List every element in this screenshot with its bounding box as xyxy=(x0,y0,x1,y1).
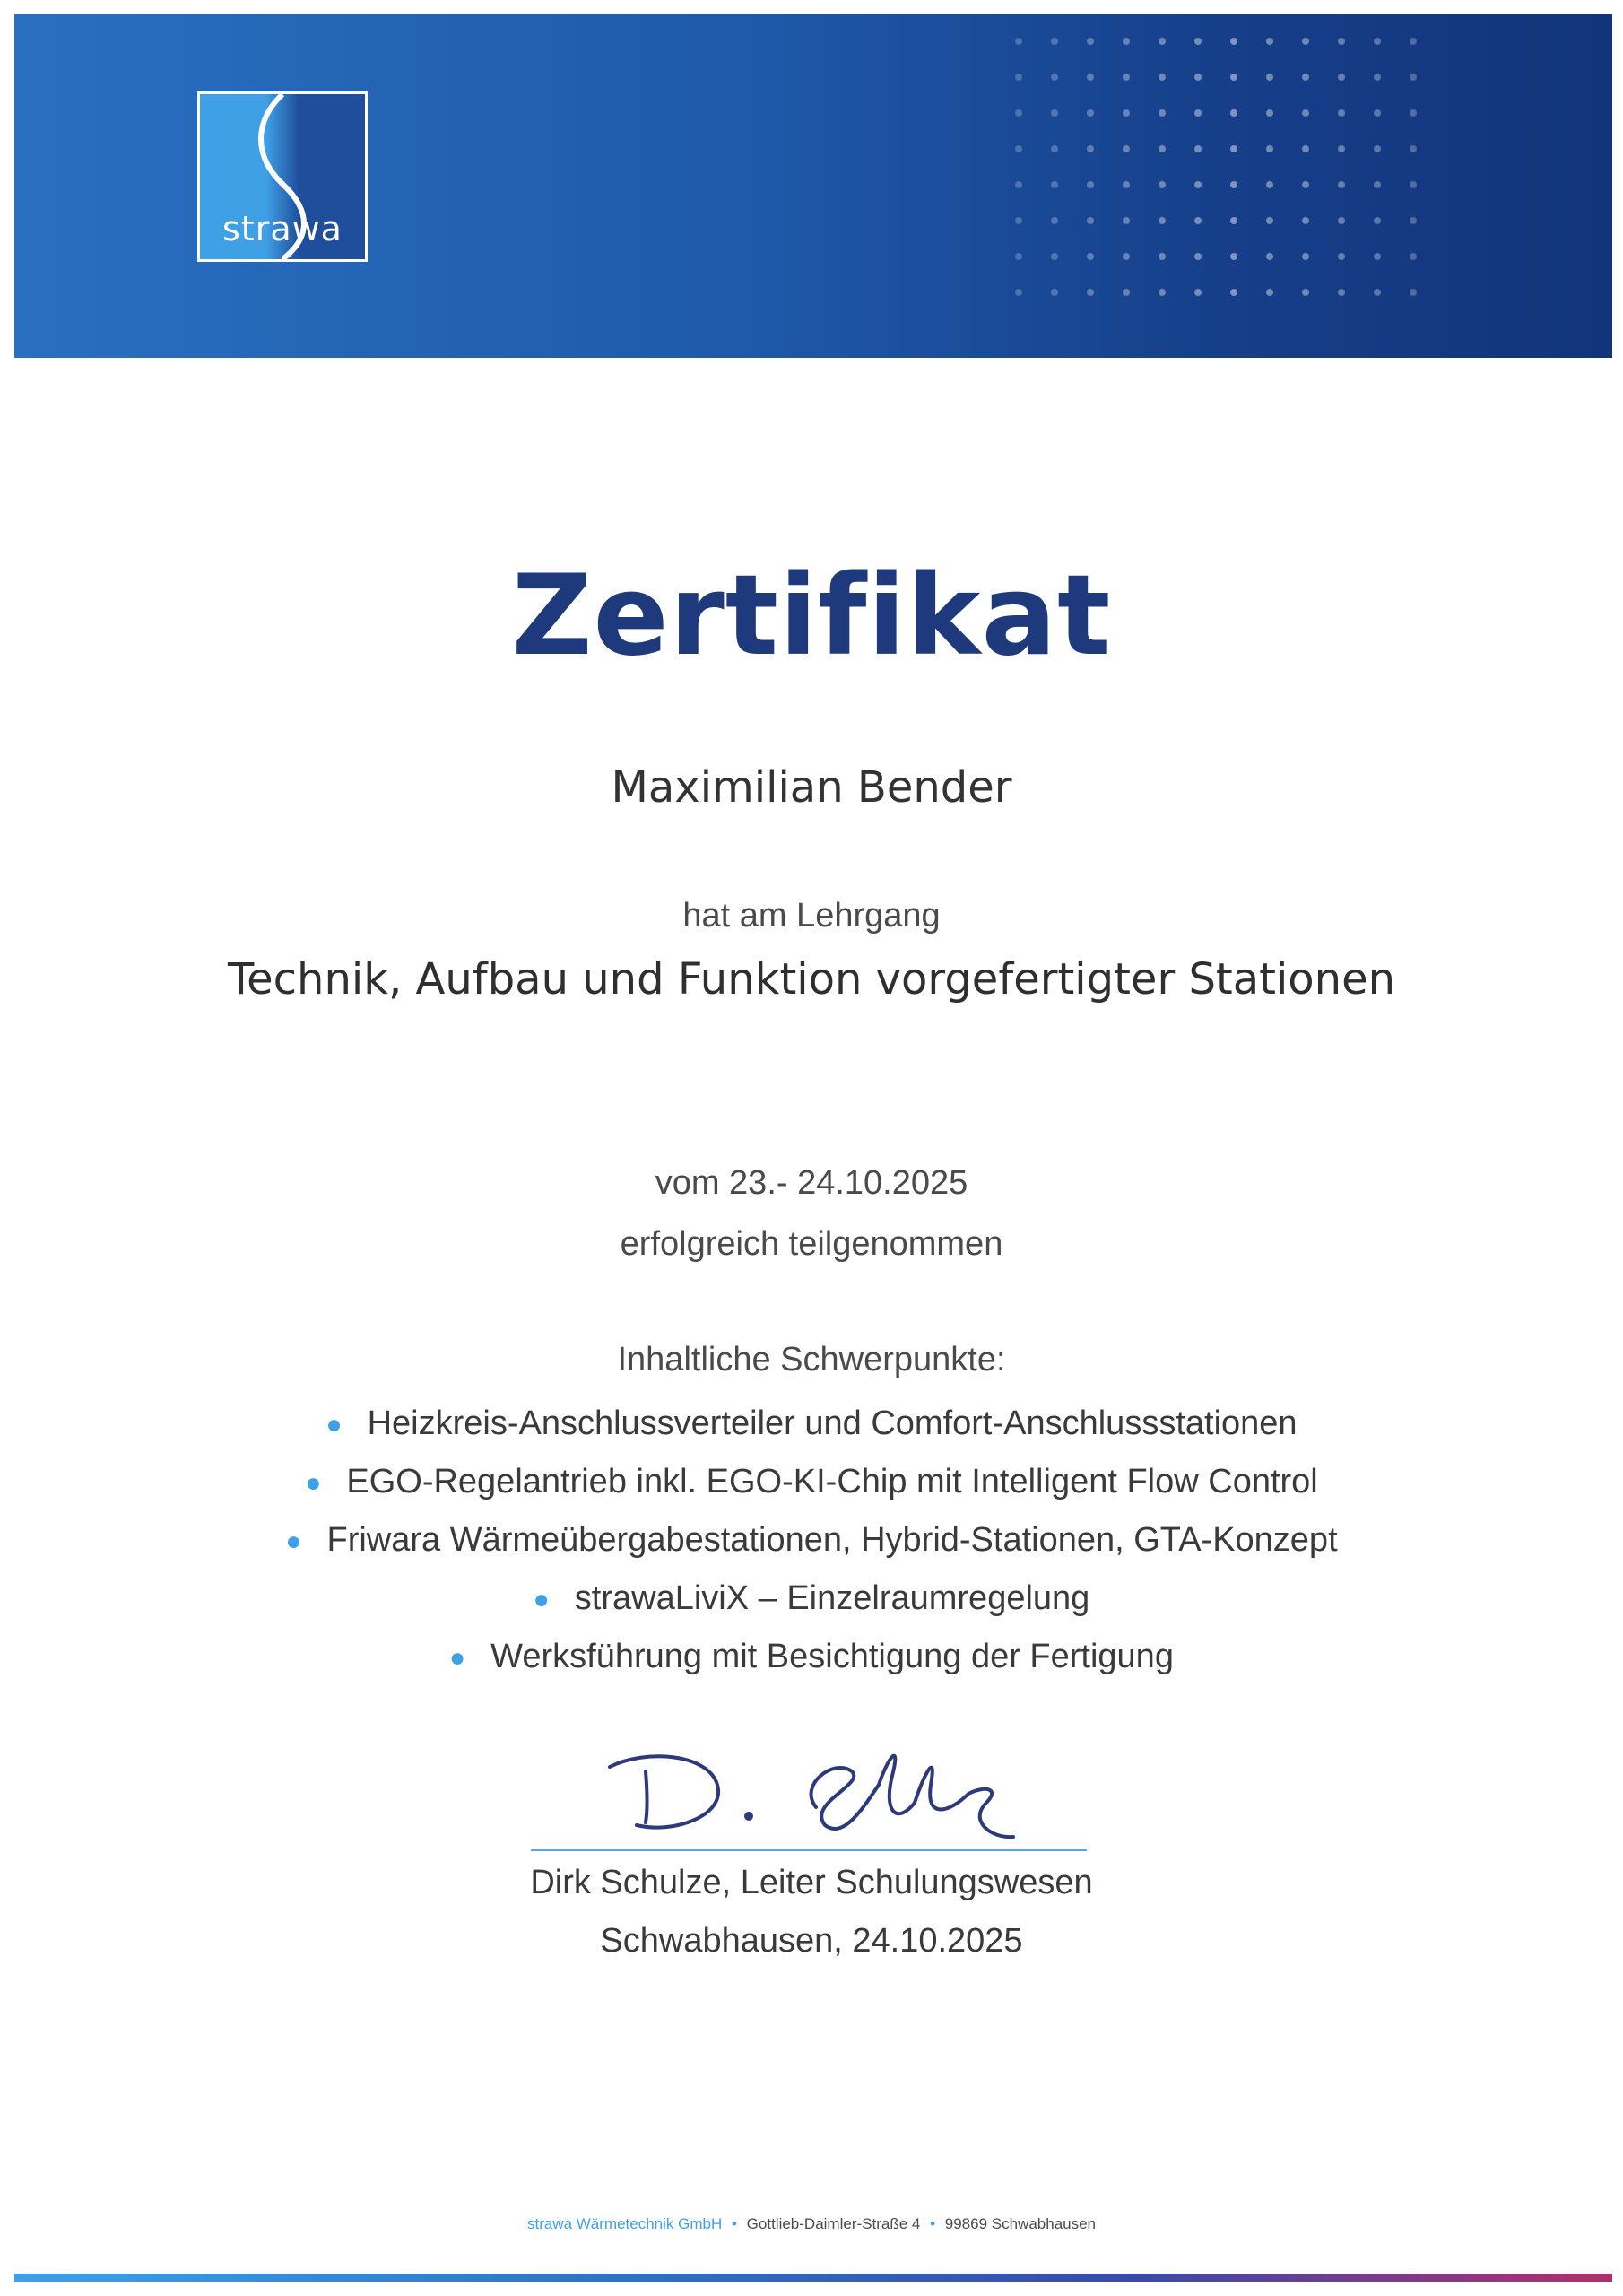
pattern-dot xyxy=(1374,38,1381,45)
logo-text: strawa xyxy=(222,209,343,248)
pattern-dot xyxy=(1123,38,1130,45)
pattern-dot xyxy=(1338,253,1345,260)
pattern-dot xyxy=(1123,74,1130,81)
pattern-dot xyxy=(1266,38,1273,45)
focus-item-text: strawaLiviX – Einzelraumregelung xyxy=(574,1579,1090,1617)
pattern-dot xyxy=(1374,253,1381,260)
pattern-dot xyxy=(1123,181,1130,188)
pattern-dot xyxy=(1302,145,1309,152)
pattern-dot xyxy=(1374,181,1381,188)
pattern-dot xyxy=(1015,289,1022,296)
focus-item xyxy=(0,1453,1623,1511)
focus-heading: Inhaltliche Schwerpunkte: xyxy=(617,1341,1006,1378)
focus-item-text: Heizkreis-Anschlussverteiler und Comfort-Anschlussstationen xyxy=(367,1405,1298,1442)
pattern-dot xyxy=(1230,145,1237,152)
pattern-dot xyxy=(1123,253,1130,260)
pattern-dot xyxy=(1374,217,1381,224)
pattern-dot xyxy=(1087,74,1094,81)
pattern-dot xyxy=(1302,109,1309,117)
pattern-dot xyxy=(1159,38,1166,45)
pattern-dot xyxy=(1015,253,1022,260)
pattern-dot xyxy=(1338,289,1345,296)
bullet-icon: ● xyxy=(449,1643,466,1674)
pattern-dot xyxy=(1015,181,1022,188)
pattern-dot xyxy=(1302,289,1309,296)
bullet-icon: ● xyxy=(305,1468,322,1499)
pattern-dot xyxy=(1338,38,1345,45)
pattern-dot xyxy=(1159,289,1166,296)
pattern-dot xyxy=(1374,109,1381,117)
intro-text: hat am Lehrgang xyxy=(682,897,941,935)
pattern-dot xyxy=(1194,145,1202,152)
bullet-icon: ● xyxy=(285,1526,302,1557)
focus-item-text: Werksführung mit Besichtigung der Fertigung xyxy=(490,1638,1174,1675)
signature-line xyxy=(531,1849,1087,1851)
pattern-dot xyxy=(1123,109,1130,117)
pattern-dot xyxy=(1410,74,1417,81)
pattern-dot xyxy=(1266,145,1273,152)
pattern-dot xyxy=(1410,289,1417,296)
pattern-dot xyxy=(1266,181,1273,188)
course-dates: vom 23.- 24.10.2025 xyxy=(655,1164,968,1202)
pattern-dot xyxy=(1087,253,1094,260)
pattern-dot xyxy=(1410,145,1417,152)
pattern-dot xyxy=(1159,145,1166,152)
focus-list xyxy=(0,1395,1623,1686)
pattern-dot xyxy=(1159,74,1166,81)
pattern-dot xyxy=(1410,253,1417,260)
signer-name: Dirk Schulze, Leiter Schulungswesen xyxy=(530,1864,1093,1901)
pattern-dot xyxy=(1015,145,1022,152)
focus-item xyxy=(0,1511,1623,1570)
focus-item xyxy=(0,1395,1623,1453)
pattern-dot xyxy=(1015,109,1022,117)
pattern-dot xyxy=(1302,217,1309,224)
pattern-dot xyxy=(1159,109,1166,117)
footer-company: strawa Wärmetechnik GmbH xyxy=(526,2215,723,2232)
pattern-dot xyxy=(1051,289,1058,296)
focus-item-text: EGO-Regelantrieb inkl. EGO-KI-Chip mit Intelligent Flow Control xyxy=(346,1463,1318,1500)
pattern-dot xyxy=(1194,38,1202,45)
strawa-logo xyxy=(197,91,368,262)
pattern-dot xyxy=(1410,181,1417,188)
pattern-dot xyxy=(1194,217,1202,224)
focus-item xyxy=(0,1628,1623,1686)
pattern-dot xyxy=(1087,289,1094,296)
pattern-dot xyxy=(1230,38,1237,45)
pattern-dot xyxy=(1051,217,1058,224)
pattern-dot xyxy=(1159,217,1166,224)
pattern-dot xyxy=(1266,74,1273,81)
pattern-dot xyxy=(1230,109,1237,117)
handwritten-signature xyxy=(592,1722,1022,1848)
pattern-dot xyxy=(1123,217,1130,224)
footer-street: Gottlieb-Daimler-Straße 4 xyxy=(746,2215,921,2232)
pattern-dot xyxy=(1194,253,1202,260)
pattern-dot xyxy=(1194,289,1202,296)
pattern-dot xyxy=(1302,253,1309,260)
pattern-dot xyxy=(1087,109,1094,117)
footer-separator: • xyxy=(930,2215,936,2232)
place-date: Schwabhausen, 24.10.2025 xyxy=(600,1922,1023,1960)
pattern-dot xyxy=(1338,181,1345,188)
pattern-dot xyxy=(1230,217,1237,224)
pattern-dot xyxy=(1230,74,1237,81)
pattern-dot xyxy=(1266,109,1273,117)
pattern-dot xyxy=(1051,145,1058,152)
pattern-dot xyxy=(1410,217,1417,224)
pattern-dot xyxy=(1123,289,1130,296)
recipient-name: Maximilian Bender xyxy=(611,762,1012,813)
focus-item xyxy=(0,1570,1623,1628)
pattern-dot xyxy=(1194,181,1202,188)
course-title: Technik, Aufbau und Funktion vorgefertigter Stationen xyxy=(227,954,1396,1004)
pattern-dot xyxy=(1159,253,1166,260)
bullet-icon: ● xyxy=(533,1585,550,1615)
pattern-dot xyxy=(1266,253,1273,260)
footer-city: 99869 Schwabhausen xyxy=(944,2215,1097,2232)
certificate-title: Zertifikat xyxy=(511,552,1112,681)
header-banner xyxy=(14,14,1612,358)
pattern-dot xyxy=(1230,253,1237,260)
bullet-icon: ● xyxy=(325,1410,343,1440)
pattern-dot xyxy=(1374,74,1381,81)
pattern-dot xyxy=(1015,38,1022,45)
pattern-dot xyxy=(1087,217,1094,224)
pattern-dot xyxy=(1302,181,1309,188)
pattern-dot xyxy=(1051,181,1058,188)
pattern-dot xyxy=(1338,145,1345,152)
pattern-dot xyxy=(1123,145,1130,152)
pattern-dot xyxy=(1194,109,1202,117)
pattern-dot xyxy=(1374,289,1381,296)
pattern-dot xyxy=(1051,253,1058,260)
pattern-dot xyxy=(1302,74,1309,81)
pattern-dot xyxy=(1338,74,1345,81)
pattern-dot xyxy=(1338,217,1345,224)
pattern-dot xyxy=(1374,145,1381,152)
bottom-color-bar xyxy=(14,2274,1612,2282)
pattern-dot xyxy=(1410,109,1417,117)
completion-text: erfolgreich teilgenommen xyxy=(620,1225,1003,1263)
pattern-dot xyxy=(1230,181,1237,188)
footer-address xyxy=(0,2215,1623,2233)
footer-separator: • xyxy=(731,2215,737,2232)
pattern-dot xyxy=(1266,217,1273,224)
pattern-dot xyxy=(1230,289,1237,296)
pattern-dot xyxy=(1051,38,1058,45)
focus-item-text: Friwara Wärmeübergabestationen, Hybrid-Stationen, GTA-Konzept xyxy=(326,1521,1338,1559)
pattern-dot xyxy=(1194,74,1202,81)
dot-pattern xyxy=(1001,14,1449,358)
pattern-dot xyxy=(1338,109,1345,117)
pattern-dot xyxy=(1302,38,1309,45)
pattern-dot xyxy=(1015,217,1022,224)
pattern-dot xyxy=(1410,38,1417,45)
pattern-dot xyxy=(1159,181,1166,188)
pattern-dot xyxy=(1087,181,1094,188)
pattern-dot xyxy=(1015,74,1022,81)
pattern-dot xyxy=(1087,38,1094,45)
pattern-dot xyxy=(1051,74,1058,81)
pattern-dot xyxy=(1087,145,1094,152)
pattern-dot xyxy=(1266,289,1273,296)
pattern-dot xyxy=(1051,109,1058,117)
